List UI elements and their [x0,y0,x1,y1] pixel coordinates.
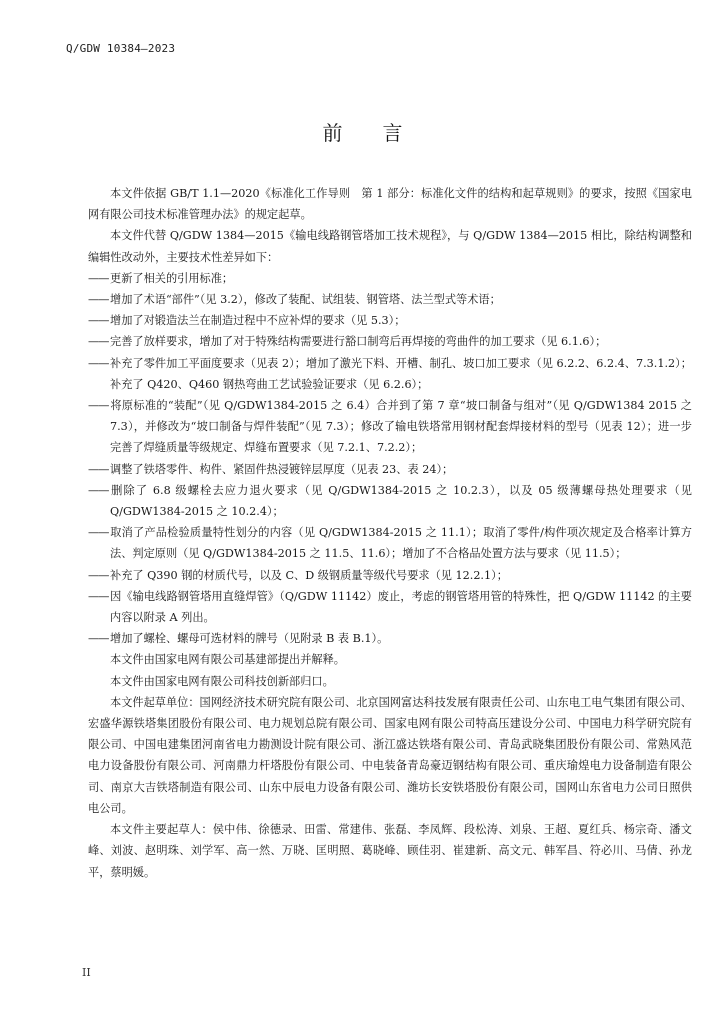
change-item-text: 增加了术语“部件”（见 3.2），修改了装配、试组装、钢管塔、法兰型式等术语； [110,293,501,307]
dash-mark: —— [88,632,109,646]
paragraph-proposer: 本文件由国家电网有限公司基建部提出并解释。 [110,653,345,667]
change-item [88,310,692,331]
change-item [88,459,692,480]
change-item-text: 删除了 6.8 级螺栓去应力退火要求（见 Q/GDW1384-2015 之 10.2.3），以及 05 级薄螺母热处理要求（见 Q/GDW1384-2015 之 10.2.4）； [110,483,692,519]
change-item [88,353,692,395]
change-item-text: 增加了螺栓、螺母可选材料的牌号（见附录 B 表 B.1）。 [110,632,389,646]
paragraph-drafting-units: 本文件起草单位：国网经济技术研究院有限公司、北京国网富达科技发展有限责任公司、山东电工电气集团有限公司、宏盛华源铁塔集团股份有限公司、电力规划总院有限公司、国家电网有限公司特高压建设分公司、中国电力科学研究院有限公司、中国电建集团河南省电力勘测设计院有限公司、浙江盛达铁塔有限公司、青岛武晓集团股份有限公司、常熟风范电力设备股份有限公司、河南鼎力杆塔股份有限公司、中电装备青岛豪迈钢结构有限公司、重庆瑜煌电力设备制造有限公司、南京大吉铁塔制造有限公司、山东中辰电力设备有限公司、潍坊长安铁塔股份有限公司，国网山东省电力公司日照供电公司。 [88,695,692,815]
paragraph-drafters: 本文件主要起草人：侯中伟、徐德录、田雷、常建伟、张磊、李凤辉、段松涛、刘泉、王超、夏红兵、杨宗奇、潘文峰、刘波、赵明珠、刘学军、高一然、万晓、匡明照、葛晓峰、顾佳羽、崔建新、高文元、韩军昌、符必川、马倩、孙龙平，蔡明媛。 [88,823,692,879]
paragraph-replacement: 本文件代替 Q/GDW 1384—2015《输电线路钢管塔加工技术规程》，与 Q/GDW 1384—2015 相比，除结构调整和编辑性改动外，主要技术性差异如下： [88,229,692,264]
page-number: II [82,966,91,979]
dash-mark: —— [88,356,109,370]
change-item [88,565,692,586]
dash-mark: —— [88,271,109,285]
change-item [88,586,692,628]
dash-mark: —— [88,335,109,349]
change-item-text: 因《输电线路钢管塔用直缝焊管》（Q/GDW 11142）废止，考虑的钢管塔用管的特殊性，把 Q/GDW 11142 的主要内容以附录 A 列出。 [110,589,692,625]
dash-mark: —— [88,589,109,603]
dash-mark: —— [88,568,109,582]
dash-mark: —— [88,293,109,307]
paragraph-centralizer: 本文件由国家电网有限公司科技创新部归口。 [110,674,334,688]
change-item-text: 调整了铁塔零件、构件、紧固件热浸镀锌层厚度（见表 23、表 24）； [110,462,454,476]
change-item-text: 更新了相关的引用标准； [110,271,234,285]
change-item [88,331,692,352]
dash-mark: —— [88,399,109,413]
change-item-text: 完善了放样要求，增加了对于特殊结构需要进行豁口制弯后再焊接的弯曲件的加工要求（见 6.1.6）； [110,335,607,349]
change-item-text: 取消了产品检验质量特性划分的内容（见 Q/GDW1384-2015 之 11.1）；取消了零件/构件项次规定及合格率计算方法、判定原则（见 Q/GDW1384-2015 之 11.5、11.6）；增加了不合格品处置方法与要求（见 11.5）； [110,526,692,561]
document-code-header: Q/GDW 10384—2023 [66,42,176,55]
dash-mark: —— [88,314,109,328]
change-item [88,628,692,649]
change-item [88,289,692,310]
change-item-text: 将原标准的“装配”（见 Q/GDW1384-2015 之 6.4）合并到了第 7 章“坡口制备与组对”（见 Q/GDW1384 2015 之 7.3），并修改为“坡口制备与焊件装配”（见 7.3）；修改了输电铁塔常用钢材配套焊接材料的型号（见表 12）；进一步完善了焊缝质量等级规定、焊缝布置要求（见 7.2.1、7.2.2）； [110,399,692,455]
dash-mark: —— [88,483,109,497]
change-item [88,395,692,459]
page-title: 前言 [322,121,443,145]
change-item-text: 增加了对锻造法兰在制造过程中不应补焊的要求（见 5.3）； [110,314,406,328]
change-item [88,268,692,289]
change-item [88,522,692,564]
dash-mark: —— [88,526,109,540]
dash-mark: —— [88,462,109,476]
foreword-body [88,183,692,883]
change-item-text: 补充了 Q390 钢的材质代号，以及 C、D 级钢质量等级代号要求（见 12.2.1）； [110,568,508,582]
change-item-text: 补充了零件加工平面度要求（见表 2）；增加了激光下料、开槽、制孔、坡口加工要求（见 6.2.2、6.2.4、7.3.1.2）；补充了 Q420、Q460 钢热弯曲工艺试验验证要求（见 6.2.6）； [110,356,692,391]
change-item [88,480,692,522]
paragraph-basis: 本文件依据 GB/T 1.1—2020《标准化工作导则 第 1 部分：标准化文件的结构和起草规则》的要求，按照《国家电网有限公司技术标准管理办法》的规定起草。 [88,187,692,222]
